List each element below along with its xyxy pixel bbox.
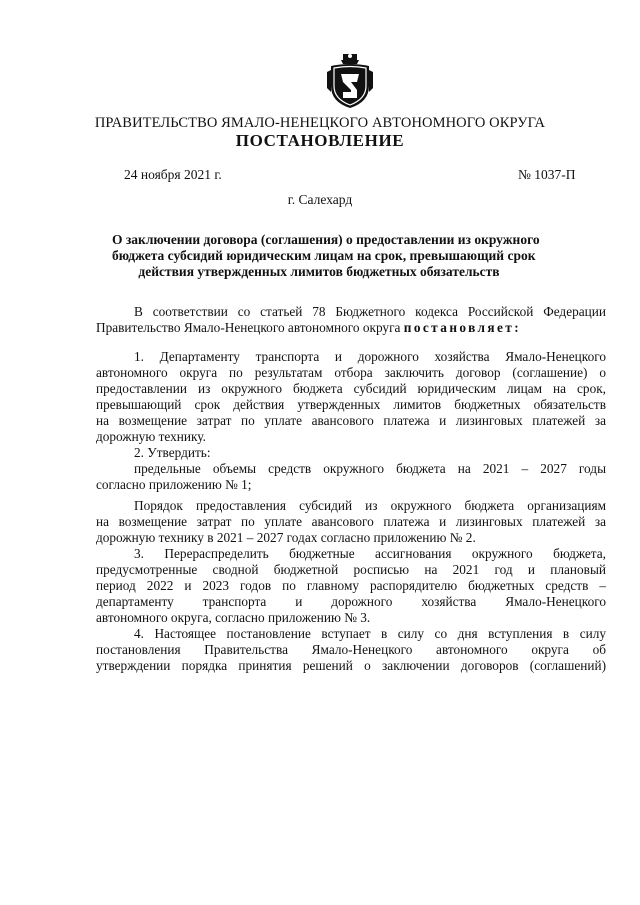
paragraph-line: превышающий срок действия утвержденных лимитов бюджетных обязательств [96, 397, 606, 412]
paragraph-3 [96, 546, 606, 626]
document-title [112, 232, 540, 280]
paragraph-line: дорожную технику. [96, 429, 206, 444]
paragraph-line: утверждении порядка принятия решений о заключении договоров (соглашений) [96, 658, 606, 673]
paragraph-line: 1. Департаменту транспорта и дорожного хозяйства Ямало-Ненецкого [134, 349, 606, 364]
paragraph-line: департаменту транспорта и дорожного хозяйства Ямало-Ненецкого [96, 594, 606, 609]
preamble-line: В соответствии со статьей 78 Бюджетного кодекса Российской Федерации [134, 304, 606, 319]
document-number: № 1037-П [518, 167, 576, 182]
preamble-line [96, 320, 606, 336]
document-body [96, 304, 606, 674]
paragraph-line: дорожную технику в 2021 – 2027 годах согласно приложению № 2. [96, 530, 476, 545]
paragraph-line: 2. Утвердить: [134, 445, 211, 460]
paragraph-2b [96, 498, 606, 546]
title-line: действия утвержденных лимитов бюджетных обязательств [138, 264, 500, 279]
paragraph-line: автономного округа по результатам отбора заключить договор (соглашение) о [96, 365, 606, 380]
paragraph-line: на возмещение затрат по уплате авансового платежа и лизинговых платежей за [96, 514, 606, 529]
paragraph-line: Порядок предоставления субсидий из окружного бюджета организациям [134, 498, 606, 513]
paragraph-4 [96, 626, 606, 674]
paragraph-line: предельные объемы средств окружного бюджета на 2021 – 2027 годы [134, 461, 606, 476]
paragraph-line: автономного округа, согласно приложению № 3. [96, 610, 371, 625]
title-line: О заключении договора (соглашения) о предоставлении из окружного [112, 232, 540, 247]
document-type: ПОСТАНОВЛЕНИЕ [235, 131, 405, 150]
paragraph-line: постановления Правительства Ямало-Ненецкого автономного округа об [96, 642, 606, 657]
paragraph-line: 3. Перераспределить бюджетные ассигнования окружного бюджета, [134, 546, 606, 561]
preamble-text: Правительство Ямало-Ненецкого автономного округа [96, 320, 401, 335]
document-city: г. Салехард [287, 192, 353, 207]
document-date: 24 ноября 2021 г. [124, 167, 222, 182]
paragraph-2a [96, 461, 606, 493]
title-line: бюджета субсидий юридическим лицам на срок, превышающий срок [112, 248, 536, 263]
paragraph-line: согласно приложению № 1; [96, 477, 252, 492]
preamble [96, 304, 606, 336]
preamble-keyword: постановляет: [403, 320, 522, 335]
paragraph-line: 4. Настоящее постановление вступает в силу со дня вступления в силу [134, 626, 606, 641]
paragraph-line: период 2022 и 2023 годов по главному распорядителю бюджетных средств – [96, 578, 606, 593]
paragraph-2 [96, 445, 606, 461]
government-name: ПРАВИТЕЛЬСТВО ЯМАЛО-НЕНЕЦКОГО АВТОНОМНОГО ОКРУГА [94, 115, 546, 131]
paragraph-line: предоставлении из окружного бюджета субсидий юридическим лицам на срок, [96, 381, 606, 396]
paragraph-line: на возмещение затрат по уплате авансового платежа и лизинговых платежей за [96, 413, 606, 428]
paragraph-1 [96, 349, 606, 445]
coat-of-arms-icon [325, 52, 375, 110]
paragraph-line: предусмотренные сводной бюджетной росписью на 2021 год и плановый [96, 562, 606, 577]
